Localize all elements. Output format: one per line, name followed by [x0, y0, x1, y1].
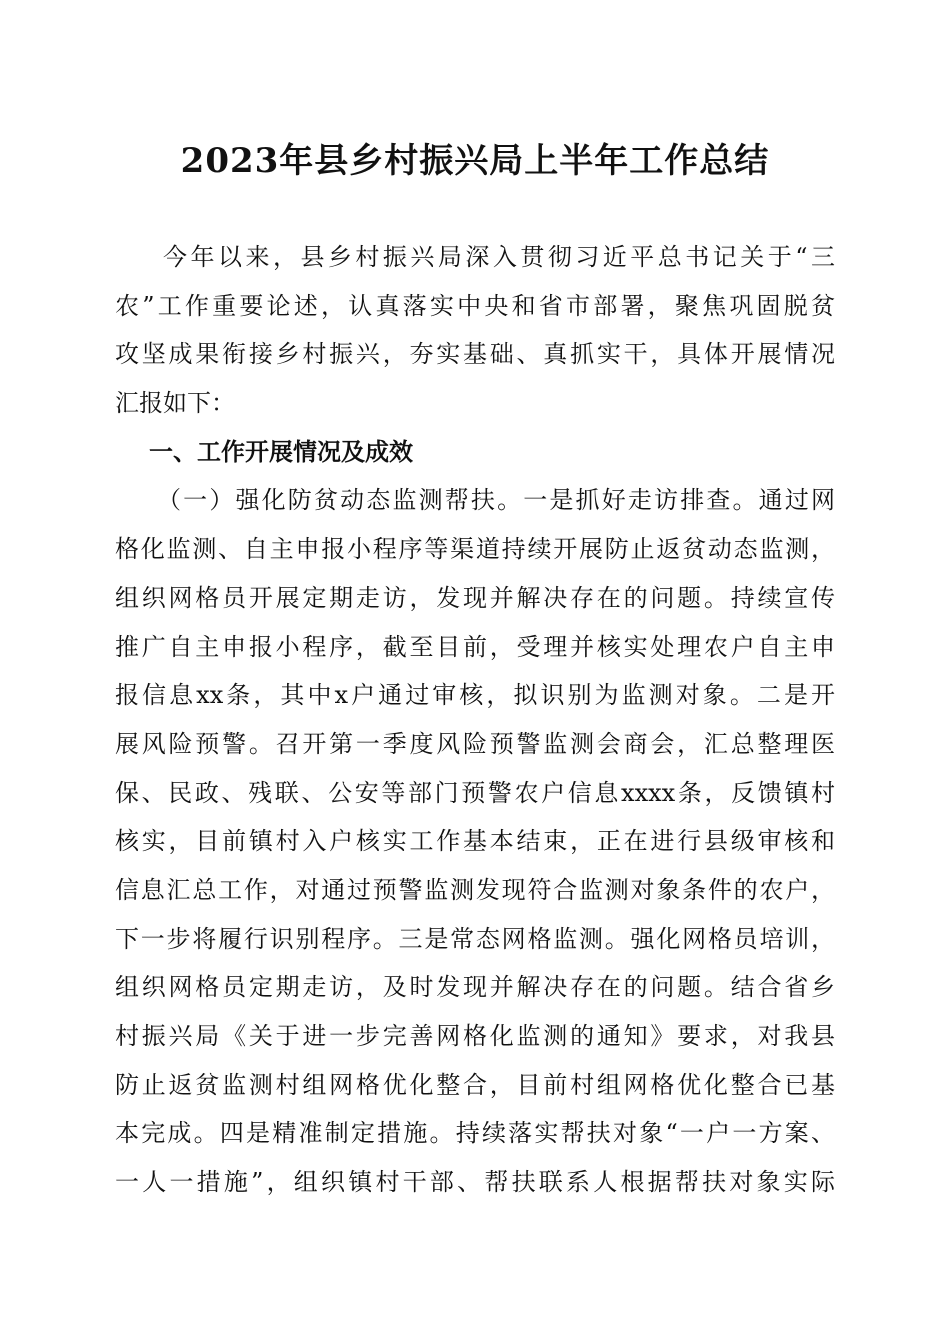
paragraph-line: 报信息xx条，其中x户通过审核，拟识别为监测对象。二是开	[115, 681, 835, 710]
paragraph-line: 汇报如下：	[115, 389, 235, 418]
paragraph-line: 核实，目前镇村入户核实工作基本结束，正在进行县级审核和	[115, 827, 835, 856]
document-title: 2023年县乡村振兴局上半年工作总结	[180, 141, 770, 181]
paragraph-line: 组织网格员定期走访，及时发现并解决存在的问题。结合省乡	[115, 973, 835, 1002]
section-heading: 一、工作开展情况及成效	[149, 437, 413, 466]
paragraph-line: 组织网格员开展定期走访，发现并解决存在的问题。持续宣传	[115, 583, 835, 612]
paragraph-line: 农”工作重要论述，认真落实中央和省市部署，聚焦巩固脱贫	[115, 291, 835, 320]
paragraph-line: 一人一措施”，组织镇村干部、帮扶联系人根据帮扶对象实际	[115, 1168, 835, 1197]
paragraph-line: 推广自主申报小程序，截至目前，受理并核实处理农户自主申	[115, 632, 835, 661]
paragraph-line: 格化监测、自主申报小程序等渠道持续开展防止返贫动态监测，	[115, 535, 835, 564]
paragraph-line: 防止返贫监测村组网格优化整合，目前村组网格优化整合已基	[115, 1070, 835, 1099]
paragraph-line: 保、民政、残联、公安等部门预警农户信息xxxx条，反馈镇村	[115, 778, 835, 807]
paragraph-line: 攻坚成果衔接乡村振兴，夯实基础、真抓实干，具体开展情况	[115, 340, 835, 369]
paragraph-line: 信息汇总工作，对通过预警监测发现符合监测对象条件的农户，	[115, 875, 835, 904]
document-body	[115, 233, 835, 1207]
paragraph-line: 村振兴局《关于进一步完善网格化监测的通知》要求，对我县	[115, 1022, 835, 1050]
paragraph-line: 今年以来，县乡村振兴局深入贯彻习近平总书记关于“三	[163, 243, 835, 271]
paragraph-line: 展风险预警。召开第一季度风险预警监测会商会，汇总整理医	[115, 729, 835, 758]
paragraph-line: 本完成。四是精准制定措施。持续落实帮扶对象“一户一方案、	[115, 1119, 835, 1148]
paragraph-line: （一）强化防贫动态监测帮扶。一是抓好走访排查。通过网	[157, 486, 835, 515]
paragraph-line: 下一步将履行识别程序。三是常态网格监测。强化网格员培训，	[115, 924, 835, 953]
